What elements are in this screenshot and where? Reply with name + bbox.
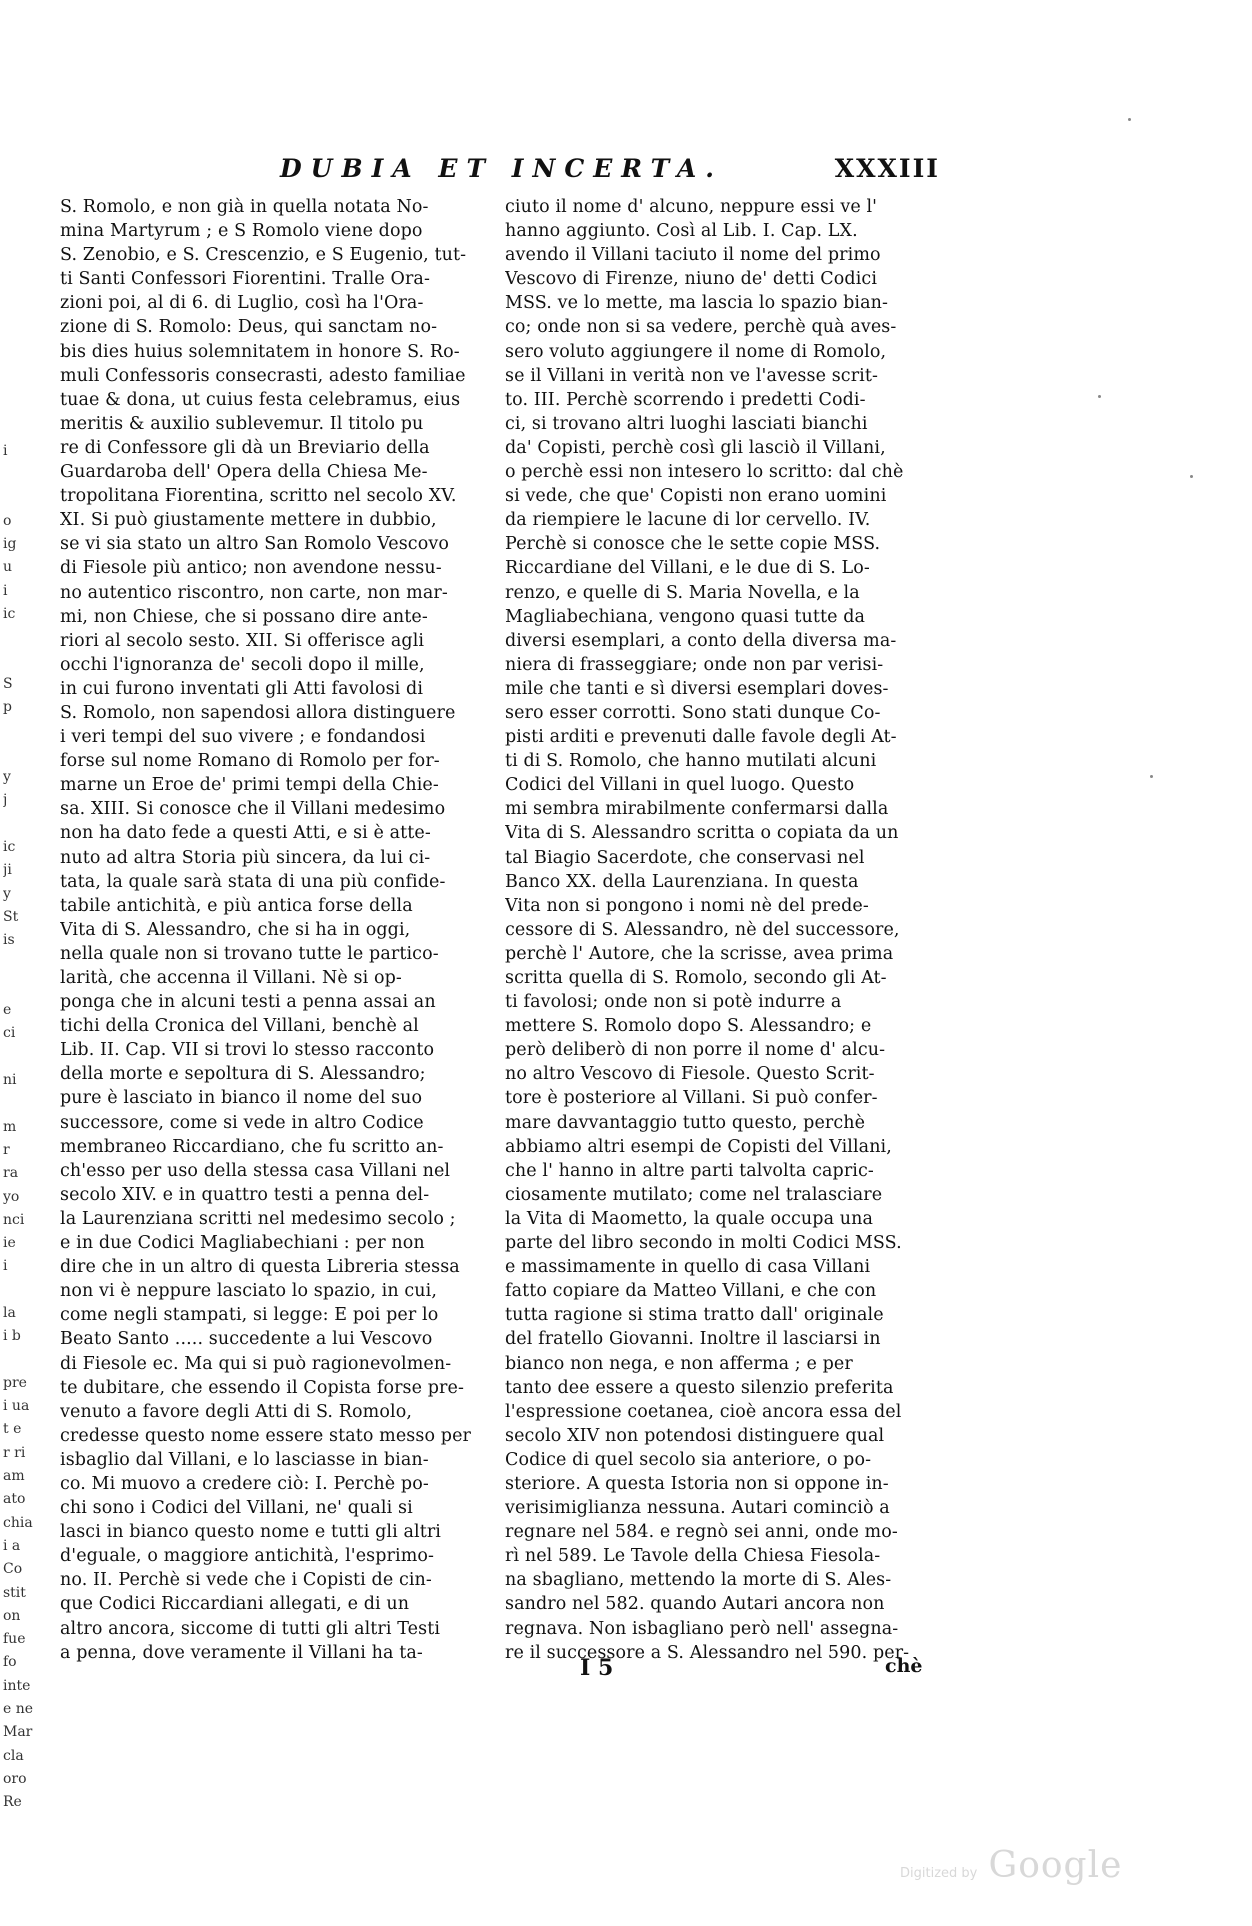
text-line: e in due Codici Magliabechiani : per non [60,1233,425,1254]
gutter-mark [3,1349,51,1372]
text-line: parte del libro secondo in molti Codici MSS. [505,1233,902,1254]
text-line: XI. Si può giustamente mettere in dubbio, [60,510,437,531]
text-line: però deliberò di non porre il nome d' alcu- [505,1040,886,1061]
gutter-mark [3,720,51,743]
text-line: lasci in bianco questo nome e tutti gli altri [60,1522,441,1543]
text-line: a penna, dove veramente il Villani ha ta- [60,1642,423,1663]
gutter-mark [3,813,51,836]
gutter-mark: stit [3,1584,26,1601]
text-line: la Laurenziana scritti nel medesimo secolo ; [60,1208,456,1229]
text-line: diversi esemplari, a conto della diversa ma- [505,630,897,651]
gutter-mark: nci [3,1211,25,1228]
gutter-mark [3,1046,51,1069]
text-line: tropolitana Fiorentina, scritto nel secolo XV. [60,486,457,507]
text-line: verisimiglianza nessuna. Autari cominciò a [505,1498,890,1519]
text-line: dire che in un altro di questa Libreria stessa [60,1257,460,1278]
text-line: ch'esso per uso della stessa casa Villani nel [60,1160,451,1181]
text-line: Magliabechiana, vengono quasi tutte da [505,606,866,627]
text-line: isbaglio dal Villani, e lo lasciasse in bian- [60,1449,429,1470]
text-line: Vita non si pongono i nomi nè del prede- [505,895,869,916]
gutter-mark: St [3,908,19,925]
text-line: mettere S. Romolo dopo S. Alessandro; e [505,1016,872,1037]
gutter-mark: ie [3,1235,16,1252]
text-line: secolo XIV. e in quattro testi a penna del- [60,1184,430,1205]
text-line: membraneo Riccardiano, che fu scritto an- [60,1136,444,1157]
text-line: regnava. Non isbagliano però nell' assegna- [505,1618,899,1639]
text-line: ti favolosi; onde non si potè indurre a [505,992,842,1013]
text-line: d'eguale, o maggiore antichità, l'esprimo- [60,1546,435,1567]
text-line: forse sul nome Romano di Romolo per for- [60,751,440,772]
text-line: Codici del Villani in quel luogo. Questo [505,775,855,796]
text-line: della morte e sepoltura di S. Alessandro; [60,1064,426,1085]
text-line: no autentico riscontro, non carte, non mar- [60,582,448,603]
gutter-mark: fo [3,1654,17,1671]
gutter-mark: i [3,1258,8,1275]
gutter-mark: inte [3,1677,31,1694]
text-line: meritis & auxilio sublevemur. Il titolo pu [60,413,424,434]
text-line: se il Villani in verità non ve l'avesse scrit- [505,365,879,386]
text-line: nella quale non si trovano tutte le partico- [60,943,439,964]
text-line: Beato Santo ..... succedente a lui Vescovo [60,1329,433,1350]
gutter-mark [3,1092,51,1115]
gutter-mark: pre [3,1374,27,1391]
text-line: S. Zenobio, e S. Crescenzio, e S Eugenio, tut- [60,245,467,266]
right-text-column [505,195,940,1663]
text-line: ti di S. Romolo, che hanno mutilati alcuni [505,751,877,772]
text-line: o perchè essi non intesero lo scritto: dal chè [505,462,904,483]
text-line: successore, come si vede in altro Codice [60,1112,424,1133]
text-line: mile che tanti e sì diversi esemplari doves- [505,678,889,699]
page-number: XXXIII [834,154,940,183]
text-line: avendo il Villani taciuto il nome del primo [505,245,881,266]
gutter-mark [3,743,51,766]
paper-speck [1190,475,1193,478]
text-line: non vi è neppure lasciato lo spazio, in cui, [60,1281,438,1302]
text-line: fatto copiare da Matteo Villani, e che con [505,1281,877,1302]
text-line: S. Romolo, non sapendosi allora distinguere [60,702,456,723]
gutter-mark: i [3,443,8,459]
gutter-mark [3,1279,51,1302]
gutter-mark: m [3,1118,17,1135]
text-line: to. III. Perchè scorrendo i predetti Codi- [505,389,866,410]
text-line: zione di S. Romolo: Deus, qui sanctam no- [60,317,438,338]
gutter-mark: ato [3,1491,26,1508]
text-line: niera di frasseggiare; onde non par verisi- [505,654,884,675]
gutter-mark: i [3,582,8,599]
watermark-prefix: Digitized by [900,1866,978,1881]
text-line: muli Confessoris consecrasti, adesto familiae [60,365,466,386]
gutter-mark: ig [3,536,17,553]
text-line: in cui furono inventati gli Atti favolosi di [60,678,424,699]
signature-mark: I 5 [580,1655,614,1681]
text-line: regnare nel 584. e regnò sei anni, onde mo- [505,1522,898,1543]
gutter-mark [3,953,51,976]
text-line: re il successore a S. Alessandro nel 590. per- [505,1642,910,1663]
text-line: no. II. Perchè si vede che i Copisti de cin- [60,1570,432,1591]
gutter-mark: ic [3,606,16,623]
text-line: si vede, che que' Copisti non erano uomini [505,486,887,507]
text-line: tanto dee essere a questo silenzio preferita [505,1377,894,1398]
text-line: co; onde non si sa vedere, perchè quà aves- [505,317,897,338]
text-line: e massimamente in quello di casa Villani [505,1257,871,1278]
running-head [60,150,940,186]
text-line: sandro nel 582. quando Autari ancora non [505,1594,885,1615]
text-line: credesse questo nome essere stato messo per [60,1425,471,1446]
gutter-mark: j [3,792,8,809]
text-line: mare davvantaggio tutto questo, perchè [505,1112,866,1133]
text-line: te dubitare, che essendo il Copista forse pre- [60,1377,464,1398]
gutter-bleedthrough [3,440,51,1811]
text-line: venuto a favore degli Atti di S. Romolo, [60,1401,412,1422]
text-line: re di Confessore gli dà un Breviario della [60,437,430,458]
text-line: tutta ragione si stima tratto dall' originale [505,1305,884,1326]
text-line: co. Mi muovo a credere ciò: I. Perchè po- [60,1473,429,1494]
text-line: zioni poi, al di 6. di Luglio, così ha l'Ora- [60,293,424,314]
text-line: l'espressione coetanea, cioè ancora essa del [505,1401,902,1422]
text-line: tabile antichità, e più antica forse della [60,895,413,916]
text-line: pisti arditi e prevenuti dalle favole degli At- [505,727,897,748]
gutter-mark: o [3,512,12,529]
text-line: ponga che in alcuni testi a penna assai an [60,992,436,1013]
text-line: Vescovo di Firenze, niuno de' detti Codici [505,269,878,290]
gutter-mark: is [3,932,15,949]
gutter-mark [3,463,51,486]
gutter-mark [3,976,51,999]
gutter-mark: ci [3,1025,16,1042]
text-line: tal Biagio Sacerdote, che conservasi nel [505,847,865,868]
text-line: sero esser corrotti. Sono stati dunque Co- [505,702,881,723]
text-line: come negli stampati, si legge: E poi per lo [60,1305,439,1326]
text-line: tuae & dona, ut cuius festa celebramus, eius [60,389,461,410]
text-line: mi sembra mirabilmente confermarsi dalla [505,799,889,820]
paper-speck [1128,118,1131,121]
gutter-mark: e ne [3,1701,34,1718]
text-line: S. Romolo, e non già in quella notata No- [60,197,429,217]
text-line: Vita di S. Alessandro, che si ha in oggi, [60,919,411,940]
gutter-mark: la [3,1304,16,1321]
gutter-mark: r [3,1141,10,1158]
paper-speck [1150,775,1153,778]
digitized-watermark [900,1845,1122,1886]
gutter-mark: i b [3,1328,21,1345]
text-line: scritta quella di S. Romolo, secondo gli At- [505,968,887,988]
left-text-column [60,195,480,1663]
text-line: Lib. II. Cap. VII si trovi lo stesso racconto [60,1040,435,1061]
gutter-mark: ji [3,862,12,879]
gutter-mark: y [3,769,11,786]
gutter-mark: am [3,1468,25,1485]
text-line: perchè l' Autore, che la scrisse, avea prima [505,943,894,964]
google-logo: Google [988,1845,1123,1886]
paper-speck [1098,395,1101,398]
gutter-mark: y [3,885,11,902]
text-line: chi sono i Codici del Villani, ne' quali si [60,1498,413,1519]
text-line: nuto ad altra Storia più sincera, da lui ci- [60,847,431,868]
text-line: MSS. ve lo mette, ma lascia lo spazio bian- [505,293,889,314]
text-line: sa. XIII. Si conosce che il Villani medesimo [60,799,446,820]
text-line: da riempiere le lacune di lor cervello. IV. [505,510,871,531]
text-line: Guardaroba dell' Opera della Chiesa Me- [60,462,428,483]
gutter-mark: u [3,559,13,576]
text-line: bis dies huius solemnitatem in honore S. Ro- [60,341,460,362]
gutter-mark [3,487,51,510]
text-line: Vita di S. Alessandro scritta o copiata da un [505,823,899,844]
gutter-mark: Re [3,1794,22,1811]
gutter-mark: cla [3,1747,24,1764]
text-line: da' Copisti, perchè così gli lasciò il Villani, [505,437,886,458]
text-line: steriore. A questa Istoria non si oppone in- [505,1473,889,1494]
text-line: occhi l'ignoranza de' secoli dopo il mille, [60,654,425,675]
text-line: Codice di quel secolo sia anteriore, o po- [505,1449,872,1470]
text-line: Riccardiane del Villani, e le due di S. Lo- [505,558,870,579]
gutter-mark: Mar [3,1724,33,1741]
text-line: Perchè si conosce che le sette copie MSS. [505,534,881,555]
gutter-mark: yo [3,1188,20,1205]
text-line: no altro Vescovo di Fiesole. Questo Scrit- [505,1064,875,1085]
text-line: che l' hanno in altre parti talvolta capric- [505,1160,874,1181]
text-line: di Fiesole ec. Ma qui si può ragionevolmen- [60,1353,452,1374]
text-line: cessore di S. Alessandro, nè del successore, [505,919,900,940]
gutter-mark: t e [3,1421,22,1438]
text-line: la Vita di Maometto, la quale occupa una [505,1208,874,1229]
text-line: secolo XIV non potendosi distinguere qual [505,1425,885,1446]
text-line: larità, che accenna il Villani. Nè si op- [60,968,402,988]
catchword: chè [885,1655,923,1677]
text-line: se vi sia stato un altro San Romolo Vescovo [60,534,449,555]
text-line: altro ancora, siccome di tutti gli altri Testi [60,1618,441,1639]
text-line: tore è posteriore al Villani. Si può confer- [505,1088,878,1109]
gutter-mark: on [3,1607,21,1624]
text-line: renzo, e quelle di S. Maria Novella, e la [505,582,860,603]
running-title: DUBIA ET INCERTA. [280,154,723,183]
gutter-mark: Co [3,1561,23,1578]
text-line: tichi della Cronica del Villani, benchè al [60,1016,419,1037]
text-line: rì nel 589. Le Tavole della Chiesa Fiesola- [505,1546,881,1567]
gutter-mark: ra [3,1165,19,1182]
text-line: i veri tempi del suo vivere ; e fondandosi [60,727,426,748]
text-line: riori al secolo sesto. XII. Si offerisce agli [60,630,425,651]
gutter-mark: fue [3,1631,26,1648]
text-line: ciuto il nome d' alcuno, neppure essi ve l' [505,197,878,217]
text-line: ti Santi Confessori Fiorentini. Tralle Ora- [60,269,430,290]
text-line: sero voluto aggiungere il nome di Romolo, [505,341,887,362]
text-line: Banco XX. della Laurenziana. In questa [505,871,859,892]
text-line: ci, si trovano altri luoghi lasciati bianchi [505,413,868,434]
text-line: hanno aggiunto. Così al Lib. I. Cap. LX. [505,221,858,242]
gutter-mark [3,650,51,673]
gutter-mark: oro [3,1770,27,1787]
gutter-mark: S [3,675,13,692]
text-line: bianco non nega, e non afferma ; e per [505,1353,853,1374]
text-line: non ha dato fede a questi Atti, e si è atte- [60,823,431,844]
gutter-mark [3,626,51,649]
text-line: mi, non Chiese, che si possano dire ante- [60,606,428,627]
gutter-mark: ni [3,1072,17,1089]
text-line: na sbagliano, mettendo la morte di S. Ales- [505,1570,892,1591]
gutter-mark: chia [3,1514,33,1531]
text-line: di Fiesole più antico; non avendone nessu- [60,558,442,579]
gutter-mark: p [3,699,12,716]
gutter-mark: i ua [3,1398,30,1415]
text-line: que Codici Riccardiani allegati, e di un [60,1594,410,1615]
text-line: pure è lasciato in bianco il nome del suo [60,1088,423,1109]
text-line: ciosamente mutilato; come nel tralasciare [505,1184,883,1205]
text-line: tata, la quale sarà stata di una più confide- [60,871,446,892]
text-line: del fratello Giovanni. Inoltre il lasciarsi in [505,1329,881,1350]
gutter-mark: ic [3,839,16,856]
text-line: mina Martyrum ; e S Romolo viene dopo [60,221,423,242]
text-line: abbiamo altri esempi de Copisti del Villani, [505,1136,892,1157]
gutter-mark: e [3,1002,12,1019]
text-line: marne un Eroe de' primi tempi della Chie- [60,775,439,796]
gutter-mark: r ri [3,1444,26,1461]
gutter-mark: i a [3,1537,21,1554]
